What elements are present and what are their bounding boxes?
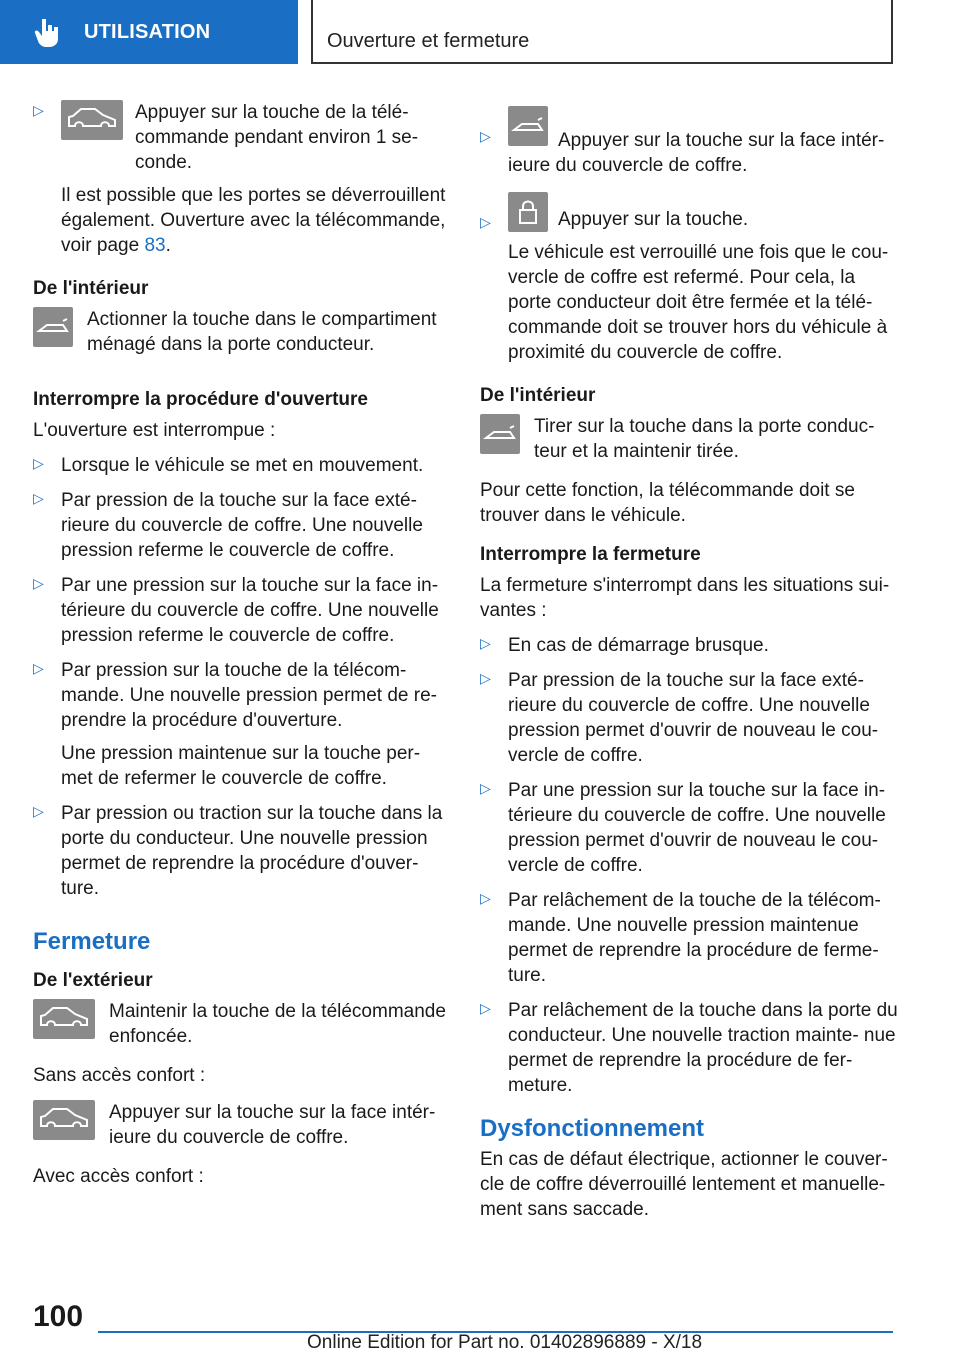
- bullet-marker: ▷: [480, 635, 491, 651]
- paragraph: En cas de défaut électrique, actionner le couver- cle de coffre déverrouillé lentement et manuelle- ment sans saccade.: [480, 1149, 888, 1220]
- section-heading: Fermeture: [33, 928, 151, 955]
- paragraph: L'ouverture est interrompue :: [33, 420, 276, 441]
- paragraph: Appuyer sur la touche.: [558, 209, 749, 230]
- paragraph: Par pression sur la touche de la télécom- mande. Une nouvelle pression permet de re- prendre la procédure d'ouverture.: [61, 660, 437, 731]
- paragraph: Appuyer sur la touche sur la face intér- ieure du couvercle de coffre.: [508, 130, 885, 176]
- page-number: 100: [33, 1300, 84, 1333]
- icon-row: [33, 1100, 453, 1150]
- list-item: [480, 668, 900, 768]
- bullet-marker: ▷: [480, 214, 491, 230]
- bullet-marker: ▷: [480, 890, 491, 906]
- left-column: [33, 100, 453, 1189]
- list-item: [480, 778, 900, 878]
- paragraph: En cas de démarrage brusque.: [508, 635, 769, 656]
- bullet-marker: ▷: [480, 1000, 491, 1016]
- bullet-marker: ▷: [33, 455, 44, 471]
- trunk-button-icon: [33, 307, 73, 347]
- heading: Interrompre la fermeture: [480, 544, 701, 565]
- lock-icon: [508, 192, 548, 232]
- list-item: [33, 573, 453, 648]
- icon-row: [33, 999, 453, 1049]
- list-item: [480, 998, 900, 1098]
- heading: Interrompre la procédure d'ouverture: [33, 389, 368, 410]
- car-key-icon: [33, 999, 95, 1039]
- heading: De l'extérieur: [33, 970, 153, 991]
- paragraph: Par pression de la touche sur la face exté- rieure du couvercle de coffre. Une nouvelle pression permet d'ouvrir de nouveau le cou- vercle de coffre.: [508, 670, 879, 766]
- bullet-marker: ▷: [33, 490, 44, 506]
- bullet-marker: ▷: [480, 670, 491, 686]
- page-link[interactable]: 83: [144, 235, 166, 256]
- list-item: [33, 453, 453, 478]
- trunk-button-icon: [480, 414, 520, 454]
- icon-row: [33, 307, 453, 357]
- list-item: [33, 658, 453, 791]
- list-item: [33, 801, 453, 901]
- paragraph: Par relâchement de la touche dans la porte du conducteur. Une nouvelle traction mainte- nue permet de reprendre la procédure de fer- meture.: [508, 1000, 898, 1096]
- paragraph: Sans accès confort :: [33, 1065, 206, 1086]
- paragraph: La fermeture s'interrompt dans les situations sui- vantes :: [480, 575, 890, 621]
- heading: De l'intérieur: [33, 278, 149, 299]
- paragraph: Appuyer sur la touche sur la face intér- ieure du couvercle de coffre.: [109, 1102, 436, 1148]
- paragraph: Tirer sur la touche dans la porte conduc- teur et la maintenir tirée.: [534, 416, 875, 462]
- paragraph: Par une pression sur la touche sur la face in- térieure du couvercle de coffre. Une nouvelle pression permet d'ouvrir de nouveau le cou- vercle de coffre.: [508, 780, 886, 876]
- paragraph: Par pression ou traction sur la touche dans la porte du conducteur. Une nouvelle pression permet de reprendre la procédure d'ouver- ture.: [61, 803, 443, 899]
- bullet-marker: ▷: [33, 803, 44, 819]
- paragraph: Par une pression sur la touche sur la face in- térieure du couvercle de coffre. Une nouvelle pression referme le couvercle de coffre.: [61, 575, 439, 646]
- list-item: [33, 488, 453, 563]
- bullet-marker: ▷: [33, 575, 44, 591]
- chapter-tab: [0, 0, 298, 64]
- list-item: [480, 192, 900, 365]
- footer-edition: Online Edition for Part no. 01402896889 - X/18: [307, 1332, 703, 1353]
- paragraph: Lorsque le véhicule se met en mouvement.: [61, 455, 424, 476]
- paragraph: Par pression de la touche sur la face exté- rieure du couvercle de coffre. Une nouvelle pression referme le couvercle de coffre.: [61, 490, 423, 561]
- heading: De l'intérieur: [480, 385, 596, 406]
- list-item: [33, 100, 453, 258]
- car-key-icon: [33, 1100, 95, 1140]
- paragraph: Une pression maintenue sur la touche per- met de refermer le couvercle de coffre.: [61, 743, 421, 789]
- right-column: [480, 106, 900, 1222]
- paragraph: Par relâchement de la touche de la télécom- mande. Une nouvelle pression maintenue permet de reprendre la procédure de ferme- ture.: [508, 890, 881, 986]
- paragraph: Avec accès confort :: [33, 1166, 204, 1187]
- bullet-marker: ▷: [33, 102, 44, 118]
- chapter-title: UTILISATION: [84, 20, 211, 43]
- paragraph: Pour cette fonction, la télécommande doit se trouver dans le véhicule.: [480, 480, 855, 526]
- list-item: [480, 633, 900, 658]
- section-header: [311, 0, 893, 64]
- paragraph: Il est possible que les portes se déverrouillent également. Ouverture avec la télécommande, voir page 83.: [61, 185, 446, 256]
- list-item: [480, 106, 900, 178]
- paragraph: Maintenir la touche de la télécommande enfoncée.: [109, 1001, 446, 1047]
- bullet-marker: ▷: [480, 780, 491, 796]
- bullet-marker: ▷: [33, 660, 44, 676]
- paragraph: Le véhicule est verrouillé une fois que le cou- vercle de coffre est refermé. Pour cela, la porte conducteur doit être fermée et la télé- commande doit se trouver hors du véhicule à proximité du couvercle de coffre.: [508, 242, 889, 363]
- bullet-marker: ▷: [480, 128, 491, 144]
- hand-pointer-icon: [32, 15, 66, 49]
- icon-row: [480, 414, 900, 464]
- car-trunk-key-icon: [61, 100, 123, 140]
- section-heading: Dysfonctionnement: [480, 1115, 705, 1142]
- paragraph: Actionner la touche dans le compartiment ménagé dans la porte conducteur.: [87, 309, 437, 355]
- paragraph: Appuyer sur la touche de la télé- commande pendant environ 1 se- conde.: [135, 102, 419, 173]
- list-item: [480, 888, 900, 988]
- section-title: Ouverture et fermeture: [327, 30, 530, 52]
- trunk-button-icon: [508, 106, 548, 146]
